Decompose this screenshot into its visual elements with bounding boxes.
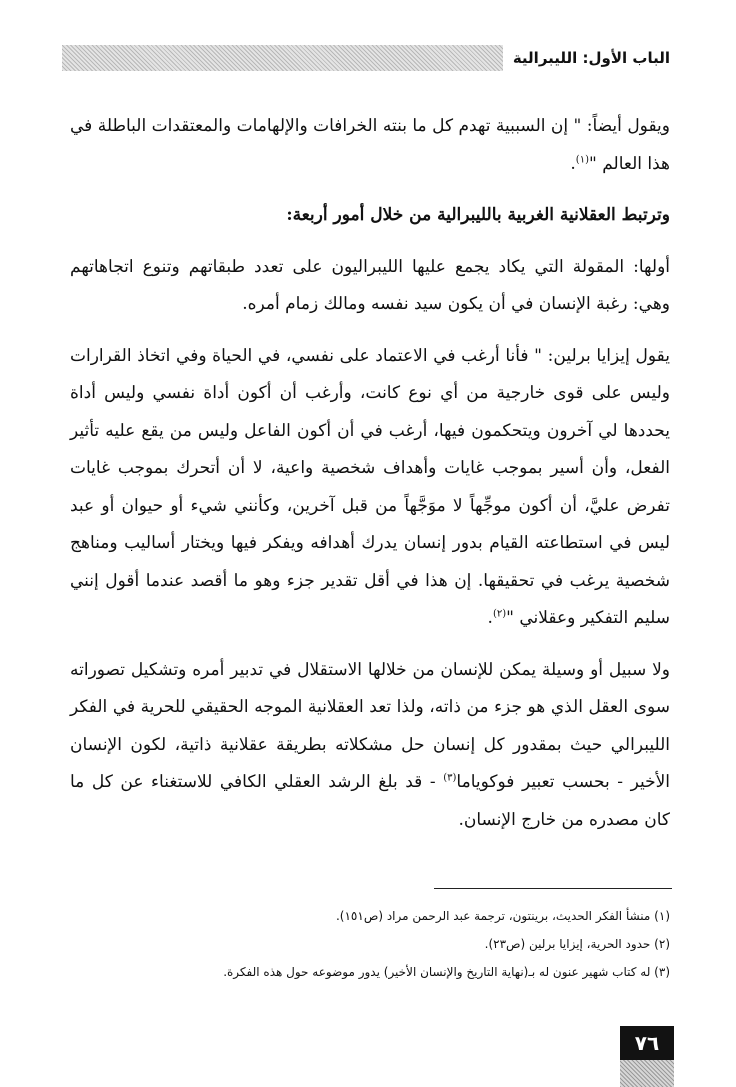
paragraph-2-heading: وترتبط العقلانية الغربية بالليبرالية من خلال أمور أربعة:: [286, 205, 670, 225]
footnote-ref-2: (٢): [492, 608, 507, 620]
header-band: [62, 45, 674, 71]
paragraph-4-quote: [70, 338, 670, 638]
paragraph-1-end: .: [570, 153, 576, 174]
chapter-title: الباب الأول: الليبرالية: [503, 45, 674, 71]
footnote-1: (١) منشأ الفكر الحديث، برينتون، ترجمة عبد الرحمن مراد (ص١٥١).: [335, 909, 670, 923]
page-number: ٧٦: [620, 1026, 674, 1060]
paragraph-4-end: .: [487, 608, 493, 628]
footnote-2: (٢) حدود الحرية، إيزايا برلين (ص٢٣).: [484, 937, 670, 951]
footnote-3: (٣) له كتاب شهير عنون له بـ(نهاية التاريخ والإنسان الأخير) يدور موضوعه حول هذه الفكرة.: [223, 965, 670, 979]
paragraph-1: [70, 108, 670, 183]
paragraph-3: أولها: المقولة التي يكاد يجمع عليها الليبراليون على تعدد طبقاتهم وتنوع اتجاهاتهم وهي: رغبة الإنسان في أن يكون سيد نفسه ومالك زمام أمره.: [70, 256, 670, 314]
paragraph-1-text: ويقول أيضاً: " إن السببية تهدم كل ما بنته الخرافات والإلهامات والمعتقدات الباطلة في هذا العالم ": [70, 116, 670, 174]
main-text: [70, 108, 670, 839]
footnote-divider: [434, 888, 672, 889]
footnote-ref-3: (٣): [443, 772, 457, 784]
paragraph-5-text-b: - قد بلغ الرشد العقلي الكافي للاستغناء عن كل ما كان مصدره من خارج الإنسان.: [70, 772, 670, 830]
paragraph-5: [70, 652, 670, 840]
page-number-pattern: [620, 1060, 674, 1087]
paragraph-4-text: يقول إيزايا برلين: " فأنا أرغب في الاعتماد على نفسي، في الحياة وفي اتخاذ القرارات وليس على قوى خارجية من أي نوع كانت، وأرغب أن أكون أداة نفسي وليس أداة يحددها لي آخرون ويتحكمون فيها، أرغب في أن أكون الفاعل وليس من يقع عليه تأثير الفعل، وأن أسير بموجب غايات وأهداف شخصية واعية، لا أن أتحرك بموجب غايات تفرض عليَّ، أن أكون موجِّهاً لا موَجَّهاً من قبل آخرين، وكأنني شيء أو حيوان أو عبد ليس في استطاعته القيام بدور إنسان يدرك أهدافه ويفكر فيها ويختار أساليب ومناهج شخصية يرغب في تحقيقها. إن هذا في أقل تقدير جزء وهو ما أقصد عندما أقول إنني سليم التفكير وعقلاني ": [70, 345, 670, 628]
paragraph-5-text-a: ولا سبيل أو وسيلة يمكن للإنسان من خلالها الاستقلال في تدبير أمره وتشكيل تصوراته سوى العقل الذي هو جزء من ذاته، ولذا تعد العقلانية الموجه الحقيقي للحرية في الفكر الليبرالي حيث بمقدور كل إنسان حل مشكلاته بطريقة عقلانية ذاتية، لكون الإنسان الأخير - بحسب تعبير فوكوياما: [70, 659, 671, 792]
footnote-ref-1: (١): [575, 153, 589, 165]
footnotes: [70, 902, 670, 986]
